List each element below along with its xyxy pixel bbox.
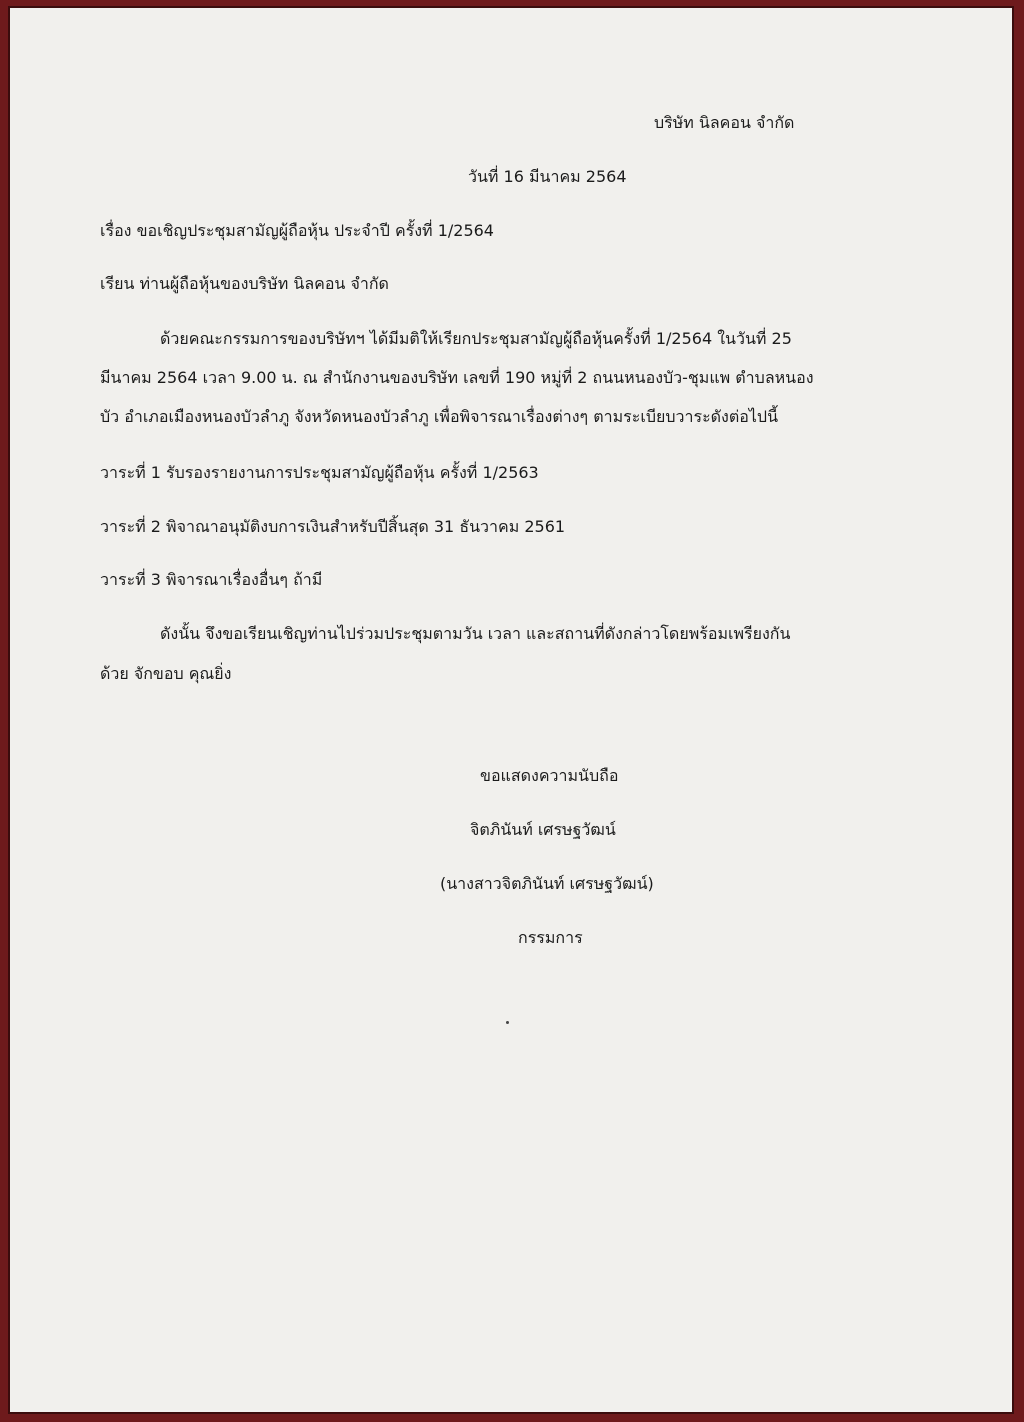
paper-speck xyxy=(506,1021,509,1024)
signatory-full-name: (นางสาวจิตภินันท์ เศรษฐวัฒน์) xyxy=(440,874,654,893)
body-line: มีนาคม 2564 เวลา 9.00 น. ณ สำนักงานของบริษัท เลขที่ 190 หมู่ที่ 2 ถนนหนองบัว-ชุมแพ ตำบลหนอง xyxy=(100,368,814,387)
signature-name: จิตภินันท์ เศรษฐวัฒน์ xyxy=(470,820,616,839)
signatory-position: กรรมการ xyxy=(518,928,583,947)
body-line: บัว อำเภอเมืองหนองบัวลำภู จังหวัดหนองบัวลำภู เพื่อพิจารณาเรื่องต่างๆ ตามระเบียบวาระดังต่อไปนี้ xyxy=(100,407,778,426)
agenda-item: วาระที่ 2 พิจาณาอนุมัติงบการเงินสำหรับปีสิ้นสุด 31 ธันวาคม 2561 xyxy=(100,517,566,536)
letter-date: วันที่ 16 มีนาคม 2564 xyxy=(468,167,627,186)
letter-subject: เรื่อง ขอเชิญประชุมสามัญผู้ถือหุ้น ประจำปี ครั้งที่ 1/2564 xyxy=(100,221,494,240)
agenda-item: วาระที่ 1 รับรองรายงานการประชุมสามัญผู้ถือหุ้น ครั้งที่ 1/2563 xyxy=(100,463,539,482)
closing-phrase: ขอแสดงความนับถือ xyxy=(480,766,619,785)
company-name: บริษัท นิลคอน จำกัด xyxy=(654,113,795,132)
conclusion-line: ดังนั้น จึงขอเรียนเชิญท่านไปร่วมประชุมตามวัน เวลา และสถานที่ดังกล่าวโดยพร้อมเพรียงกัน xyxy=(160,624,791,643)
letter-salutation: เรียน ท่านผู้ถือหุ้นของบริษัท นิลคอน จำกัด xyxy=(100,274,389,293)
conclusion-line: ด้วย จักขอบ คุณยิ่ง xyxy=(100,664,232,683)
body-line: ด้วยคณะกรรมการของบริษัทฯ ได้มีมติให้เรียกประชุมสามัญผู้ถือหุ้นครั้งที่ 1/2564 ในวันที่ 25 xyxy=(160,329,792,348)
agenda-item: วาระที่ 3 พิจารณาเรื่องอื่นๆ ถ้ามี xyxy=(100,570,323,589)
